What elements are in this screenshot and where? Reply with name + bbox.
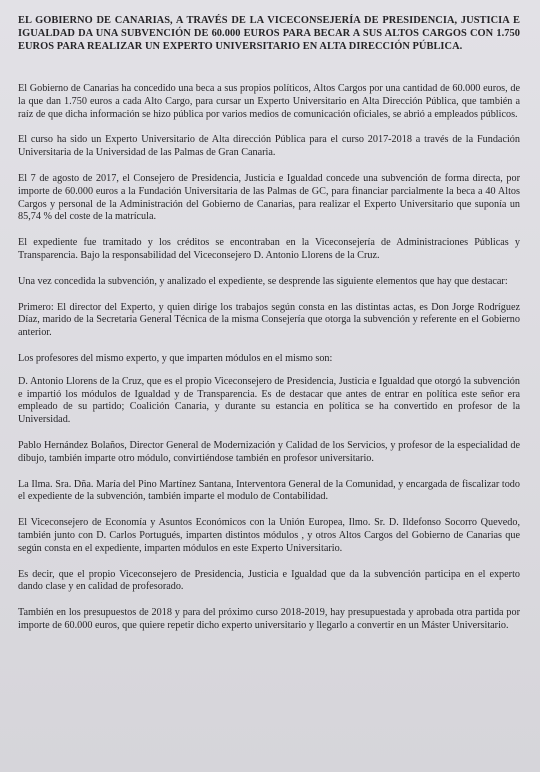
paragraph-es-decir: Es decir, que el propio Viceconsejero de Presidencia, Justicia e Igualdad que da la subvención participa en el experto dando clase y en calidad de profesorado. [18,568,520,593]
paragraph-socorro: El Viceconsejero de Economía y Asuntos Económicos con la Unión Europea, Ilmo. Sr. D. Ildefonso Socorro Quevedo, también junto con D. Carlos Portugués, imparten distintos módulos , y otros Altos Cargos del Gobierno de Canarias que según consta en el expediente, imparten módulos en este Experto Universitario. [18,517,520,554]
paragraph-expediente: El expediente fue tramitado y los créditos se encontraban en la Viceconsejería de Administraciones Públicas y Transparencia. Bajo la responsabilidad del Viceconsejero D. Antonio Llorens de la Cruz. [18,237,520,261]
paragraph-presupuestos: También en los presupuestos de 2018 y para del próximo curso 2018-2019, hay presupuestada y aprobada otra partida por importe de 60.000 euros, que quiere repetir dicho experto universitario y llegarlo a convertir en un Máster Universitario. [18,607,520,631]
document-title: EL GOBIERNO DE CANARIAS, A TRAVÉS DE LA VICECONSEJERÍA DE PRESIDENCIA, JUSTICIA E IGUALDAD DA UNA SUBVENCIÓN DE 60.000 EUROS PARA BECAR A SUS ALTOS CARGOS CON 1.750 EUROS PARA REALIZAR UN EXPERTO UNIVERSITARIO EN ALTA DIRECCIÓN PÚBLICA. [18,15,520,52]
paragraph-martinez: La Ilma. Sra. Dña. María del Pino Martínez Santana, Interventora General de la Comunidad, y encargada de fiscalizar todo el expediente de la subvención, también imparte el modulo de Contabilidad. [18,478,520,503]
paragraph-hernandez: Pablo Hernández Bolaños, Director General de Modernización y Calidad de los Servicios, y profesor de la especialidad de dibujo, también imparte otro módulo, convirtiéndose también en profesor universitario. [18,439,520,464]
paragraph-curso: El curso ha sido un Experto Universitario de Alta dirección Pública para el curso 2017-2018 a través de la Fundación Universitaria de la Universidad de las Palmas de Gran Canaria. [18,134,520,159]
paragraph-elementos: Una vez concedida la subvención, y analizado el expediente, se desprende las siguiente elementos que hay que destacar: [18,275,508,287]
paragraph-profesores: Los profesores del mismo experto, y que imparten módulos en el mismo son: [18,352,333,364]
paragraph-beca: El Gobierno de Canarias ha concedido una beca a sus propios políticos, Altos Cargos por una cantidad de 60.000 euros, de la que dan 1.750 euros a cada Alto Cargo, para cursar un Experto Universitario en Alta Dirección Pública, que también a raíz de que dicha información se hizo pública por varios medios de comunicación oficiales, se abrió a empleados públicos. [18,83,520,120]
paragraph-primero: Primero: El director del Experto, y quien dirige los trabajos según consta en las distintas actas, es Don Jorge Rodríguez Díaz, marido de la Secretaria General Técnica de la misma Consejería que otorga la subvención y referente en el Gobierno anterior. [18,301,520,339]
paragraph-llorens: D. Antonio Llorens de la Cruz, que es el propio Viceconsejero de Presidencia, Justicia e Igualdad que otorgó la subvención e impartió los módulos de Igualdad y de Transparencia. Es de destacar que antes de entrar en política este señor era empleado de su partido; Coalición Canaria, y durante su estancia en política se ha convertido en profesor de la Universidad. [18,375,520,426]
paragraph-subvencion: El 7 de agosto de 2017, el Consejero de Presidencia, Justicia e Igualdad concede una subvención de forma directa, por importe de 60.000 euros a la Fundación Universitaria de las Palmas de GC, para financiar parcialmente la beca a 40 Altos Cargos y personal de la Administración del Gobierno de Canarias, para realizar el Experto Universitario que suponía un 85,74 % del coste de la matrícula. [18,172,520,223]
